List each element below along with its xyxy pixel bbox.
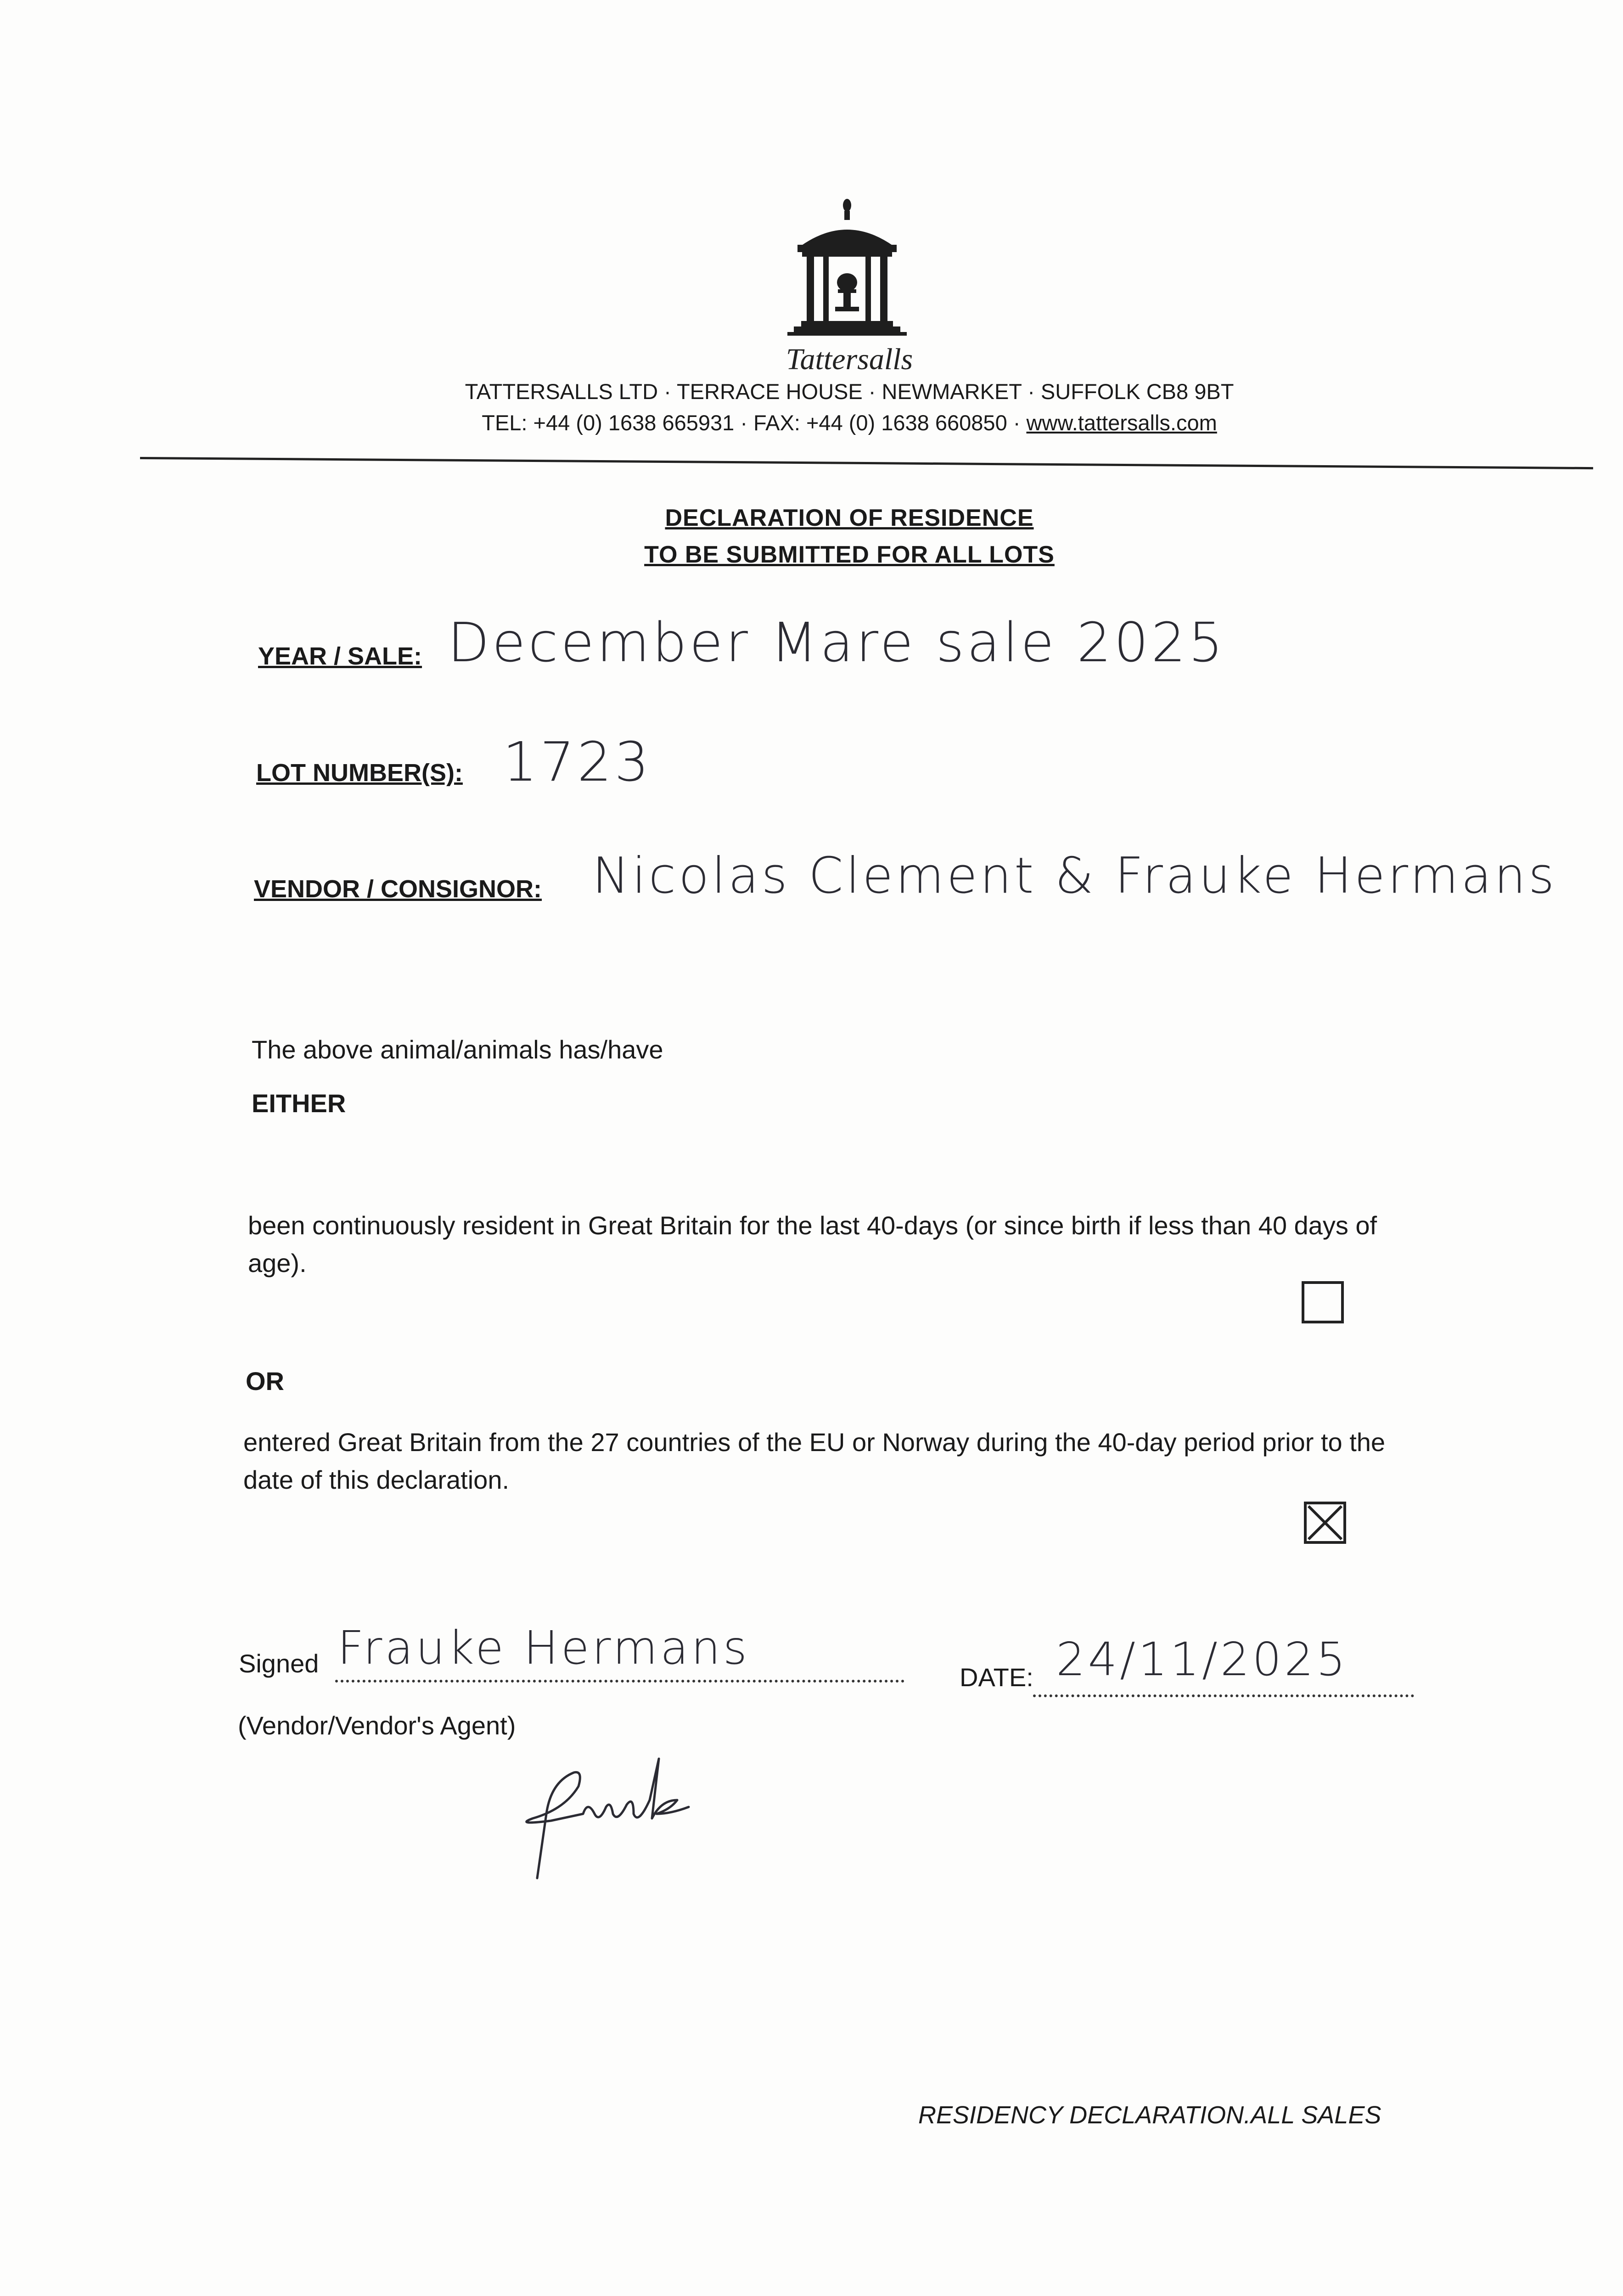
- year-sale-value[interactable]: December Mare sale 2025: [448, 611, 1226, 674]
- signer-role: (Vendor/Vendor's Agent): [238, 1711, 516, 1740]
- option1-checkbox[interactable]: [1302, 1281, 1344, 1323]
- year-sale-label: YEAR / SALE:: [258, 642, 422, 670]
- signed-name-value[interactable]: Frauke Hermans: [337, 1621, 750, 1675]
- checkbox-cross-icon: [1307, 1504, 1343, 1541]
- lot-number-label: LOT NUMBER(S):: [256, 759, 463, 787]
- handwritten-signature: [496, 1745, 716, 1883]
- address-line: TATTERSALLS LTD · TERRACE HOUSE · NEWMARKET · SUFFOLK CB8 9BT: [465, 379, 1234, 404]
- or-heading: OR: [246, 1367, 284, 1396]
- footer-form-code: RESIDENCY DECLARATION.ALL SALES: [918, 2101, 1382, 2129]
- form-subtitle: TO BE SUBMITTED FOR ALL LOTS: [644, 541, 1055, 568]
- signed-label: Signed: [239, 1649, 319, 1678]
- vendor-value[interactable]: Nicolas Clement & Frauke Hermans: [592, 847, 1557, 905]
- either-heading: EITHER: [252, 1089, 346, 1118]
- declaration-intro: The above animal/animals has/have: [252, 1035, 663, 1064]
- option2-checkbox[interactable]: [1304, 1502, 1346, 1544]
- form-title: DECLARATION OF RESIDENCE: [665, 505, 1034, 531]
- vendor-label: VENDOR / CONSIGNOR:: [254, 875, 542, 903]
- option1-text: been continuously resident in Great Britain for the last 40-days (or since birth if less than 40 days of age).: [248, 1211, 1377, 1277]
- date-value[interactable]: 24/11/2025: [1056, 1632, 1348, 1686]
- header-divider: [140, 457, 1593, 469]
- signature-dotted-line: [335, 1680, 904, 1683]
- contact-line: [321, 410, 1377, 435]
- date-label: DATE:: [960, 1663, 1033, 1692]
- date-dotted-line: [1033, 1694, 1414, 1697]
- contact-text: TEL: +44 (0) 1638 665931 · FAX: +44 (0) 1638 660850 ·: [482, 411, 1027, 435]
- brand-name: Tattersalls: [786, 343, 913, 376]
- website-link[interactable]: www.tattersalls.com: [1026, 411, 1217, 435]
- tattersalls-logo-icon: [787, 195, 907, 342]
- option2-text: entered Great Britain from the 27 countries of the EU or Norway during the 40-day period prior to the date of this declaration.: [243, 1428, 1386, 1494]
- lot-number-value[interactable]: 1723: [503, 730, 652, 793]
